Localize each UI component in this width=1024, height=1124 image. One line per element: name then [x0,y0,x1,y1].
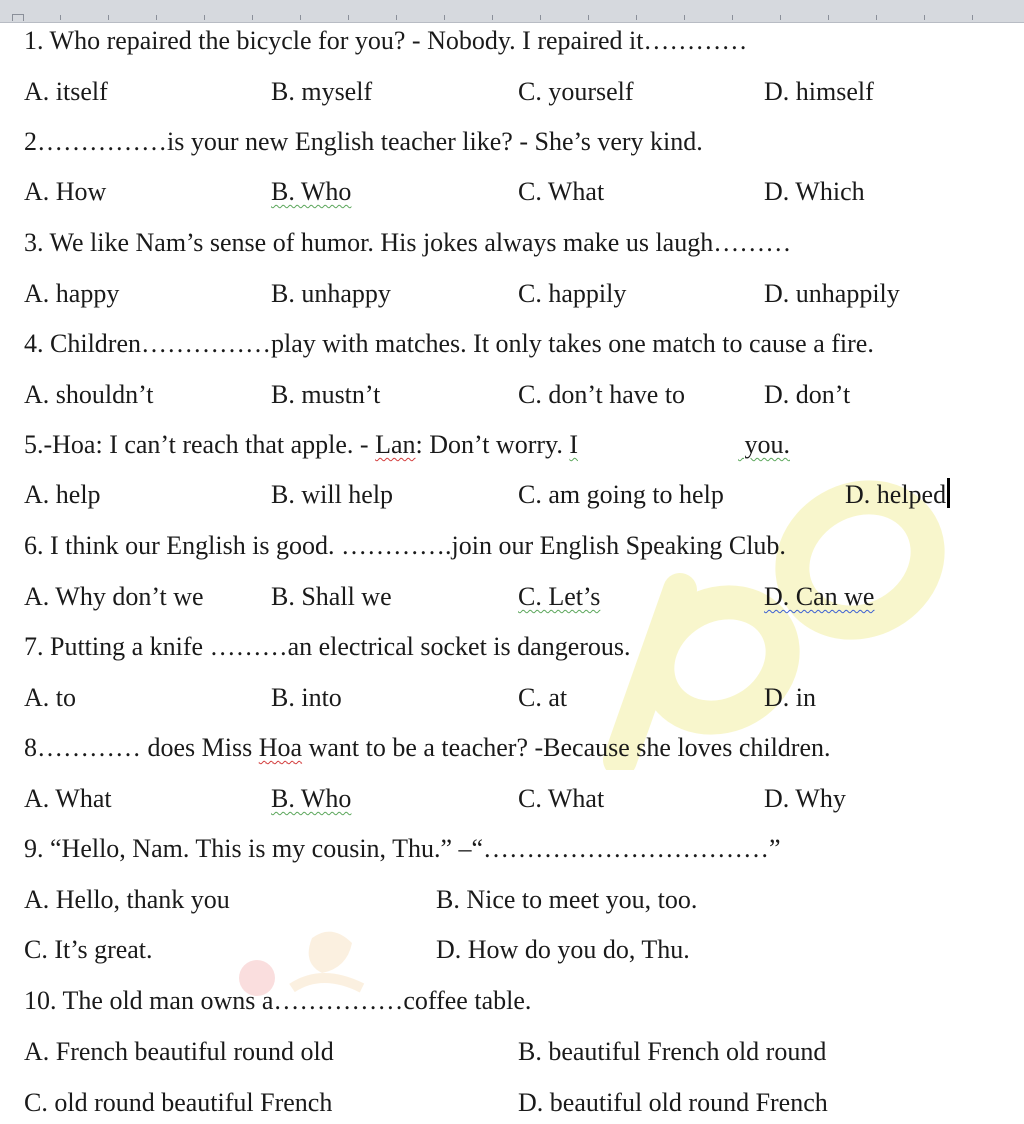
option-c[interactable]: C. What [518,177,605,206]
document-ruler [0,0,1024,23]
person-name: Hoa [258,733,303,762]
option-c[interactable]: C. Let’s [518,582,601,611]
option-d[interactable]: D. How do you do, Thu. [436,935,690,964]
option-b[interactable]: B. into [271,683,342,712]
option-b[interactable]: B. myself [271,77,373,106]
option-a[interactable]: A. Why don’t we [24,582,204,611]
ruler-tick [444,15,445,20]
question-3-options [0,276,1024,312]
question-3-stem[interactable]: 3. We like Nam’s sense of humor. His jokes always make us laugh……… [24,228,792,257]
option-b[interactable]: B. Who [271,177,352,206]
option-d[interactable]: D. Why [764,784,846,813]
ruler-tick [252,15,253,20]
question-1-options [0,74,1024,110]
question-8-stem[interactable] [24,730,1024,766]
option-a[interactable]: A. help [24,480,101,509]
ruler-tick [540,15,541,20]
question-2-options [0,174,1024,210]
option-a[interactable]: A. to [24,683,76,712]
ruler-tick [684,15,685,20]
option-a[interactable]: A. What [24,784,112,813]
ruler-tick [348,15,349,20]
option-a[interactable]: A. French beautiful round old [24,1037,334,1066]
option-c[interactable]: C. It’s great. [24,935,153,964]
option-c[interactable]: C. at [518,683,568,712]
watermark-logo [560,470,980,770]
option-a[interactable]: A. Hello, thank you [24,885,230,914]
question-8-options [0,781,1024,817]
question-9-options-row-1 [0,882,1024,918]
question-7-stem[interactable]: 7. Putting a knife ………an electrical socket is dangerous. [24,632,631,661]
option-c[interactable]: C. old round beautiful French [24,1088,333,1117]
stem-part: 8………… does Miss [24,733,259,762]
option-a[interactable]: A. How [24,177,107,206]
ruler-tick [636,15,637,20]
question-5-stem[interactable] [24,427,1024,463]
question-10-options-row-1 [0,1034,1024,1070]
option-b[interactable]: B. Who [271,784,352,813]
question-6-options [0,579,1024,615]
option-d[interactable]: D. beautiful old round French [518,1088,828,1117]
stem-part: want to be a teacher? -Because she loves children. [302,733,831,762]
question-9-options-row-2 [0,932,1024,968]
ruler-tick [732,15,733,20]
option-b[interactable]: B. unhappy [271,279,391,308]
option-b[interactable]: B. Shall we [271,582,392,611]
stem-part: 5.-Hoa: I can’t reach that apple. - [24,430,376,459]
option-d[interactable]: D. don’t [764,380,851,409]
question-9-stem[interactable]: 9. “Hello, Nam. This is my cousin, Thu.” –“……………………………” [24,834,781,863]
stem-part: : Don’t worry. [415,430,570,459]
option-b[interactable]: B. Nice to meet you, too. [436,885,698,914]
ruler-tick [396,15,397,20]
option-b[interactable]: B. beautiful French old round [518,1037,827,1066]
ruler-tick [972,15,973,20]
ruler-tick [60,15,61,20]
option-a[interactable]: A. itself [24,77,108,106]
option-a[interactable]: A. shouldn’t [24,380,154,409]
question-7-options [0,680,1024,716]
question-10-stem[interactable]: 10. The old man owns a……………coffee table. [24,986,532,1015]
question-1-stem[interactable]: 1. Who repaired the bicycle for you? - Nobody. I repaired it………… [24,26,748,55]
ruler-tick [156,15,157,20]
ruler-tick [492,15,493,20]
question-4-options [0,377,1024,413]
option-b[interactable]: B. mustn’t [271,380,381,409]
option-a[interactable]: A. happy [24,279,120,308]
option-d[interactable]: D. himself [764,77,874,106]
question-5-options [0,477,1024,513]
ruler-indent-marker[interactable] [12,14,24,21]
option-d[interactable]: D. helped [845,477,950,513]
option-c[interactable]: C. am going to help [518,480,724,509]
question-10-options-row-2 [0,1085,1024,1121]
option-c[interactable]: C. What [518,784,605,813]
text-cursor [947,478,950,508]
answer-blank[interactable]: I you. [569,430,790,459]
option-c[interactable]: C. don’t have to [518,380,686,409]
speaker-name: Lan [375,430,416,459]
option-d[interactable]: D. unhappily [764,279,900,308]
option-b[interactable]: B. will help [271,480,394,509]
option-c[interactable]: C. happily [518,279,627,308]
question-4-stem[interactable]: 4. Children……………play with matches. It only takes one match to cause a fire. [24,329,874,358]
option-c[interactable]: C. yourself [518,77,634,106]
question-6-stem[interactable]: 6. I think our English is good. ………….join our English Speaking Club. [24,531,786,560]
ruler-tick [924,15,925,20]
ruler-tick [588,15,589,20]
ruler-tick [108,15,109,20]
ruler-tick [300,15,301,20]
ruler-tick [828,15,829,20]
ruler-tick [876,15,877,20]
question-2-stem[interactable]: 2……………is your new English teacher like? - She’s very kind. [24,127,703,156]
option-d[interactable]: D. Which [764,177,865,206]
option-d[interactable]: D. in [764,683,816,712]
ruler-tick [204,15,205,20]
option-d[interactable]: D. Can we [764,582,875,611]
ruler-tick [780,15,781,20]
